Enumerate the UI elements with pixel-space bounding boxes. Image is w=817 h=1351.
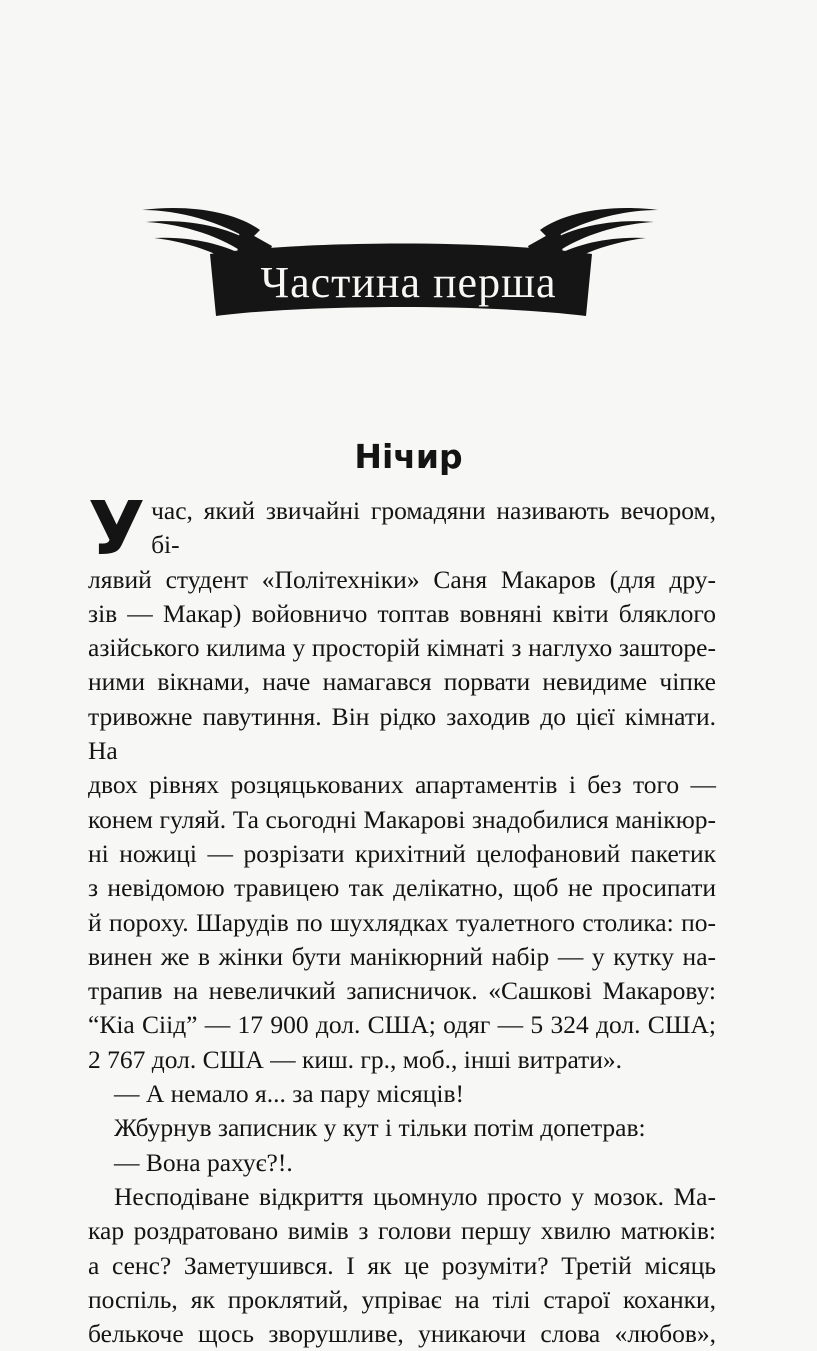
text-line: час, який звичайні громадяни називають вечором, бі-: [151, 496, 716, 560]
text-line: кар роздратовано вимів з голови першу хвилю матюків:: [88, 1216, 716, 1246]
drop-cap: У: [88, 486, 146, 572]
text-line: азійського килима у просторій кімнаті з наглухо зашторе-: [88, 633, 716, 663]
text-line: трапив на невеличкий записничок. «Сашкові Макарову:: [88, 976, 716, 1006]
text-line: й пороху. Шарудів по шухлядках туалетного столика: по-: [88, 907, 716, 937]
dialogue-line: — А немало я... за пару місяців!: [114, 1079, 465, 1109]
text-line: винен же в жінки бути манікюрний набір — у кутку на-: [88, 941, 716, 971]
text-line: Несподіване відкриття цьомнуло просто у мозок. Ма-: [114, 1181, 716, 1211]
text-line: ні ножиці — розрізати крихітний целофановий пакетик: [88, 838, 716, 868]
text-line: ними вікнами, наче намагався порвати невидиме чіпке: [88, 667, 716, 697]
paragraph: [88, 486, 716, 1077]
text-line: тривожне павутиння. Він рідко заходив до цієї кімнати. На: [88, 701, 716, 766]
text-line: белькоче щось зворушливе, уникаючи слова «любов»,: [88, 1319, 716, 1349]
part-title: Частина перша: [260, 258, 557, 307]
text-line: лявий студент «Політехніки» Саня Макаров (для дру-: [88, 564, 716, 594]
chapter-title: Нічир: [354, 437, 463, 476]
text-line: Жбурнув записник у кут і тільки потім допетрав:: [114, 1113, 646, 1143]
text-line: а сенс? Заметушився. І як це розуміти? Третій місяць: [88, 1250, 716, 1280]
dialogue-line: — Вона рахує?!.: [114, 1147, 293, 1177]
text-line: зів — Макар) войовничо топтав вовняні квіти бляклого: [88, 598, 716, 628]
text-line: конем гуляй. Та сьогодні Макарові знадобилися манікюр-: [88, 804, 716, 834]
text-line: 2 767 дол. США — киш. гр., моб., інші витрати».: [88, 1044, 623, 1074]
text-line: “Кіа Сіід” — 17 900 дол. США; одяг — 5 324 дол. США;: [88, 1010, 716, 1040]
body-text: [88, 486, 716, 1351]
text-line: поспіль, як проклятий, упріває на тілі старої коханки,: [88, 1284, 716, 1314]
text-line: з невідомою травицею так делікатно, щоб не просипати: [88, 873, 716, 903]
text-line: двох рівнях розцяцькованих апартаментів і без того —: [88, 770, 716, 800]
paragraph: [88, 1180, 716, 1351]
